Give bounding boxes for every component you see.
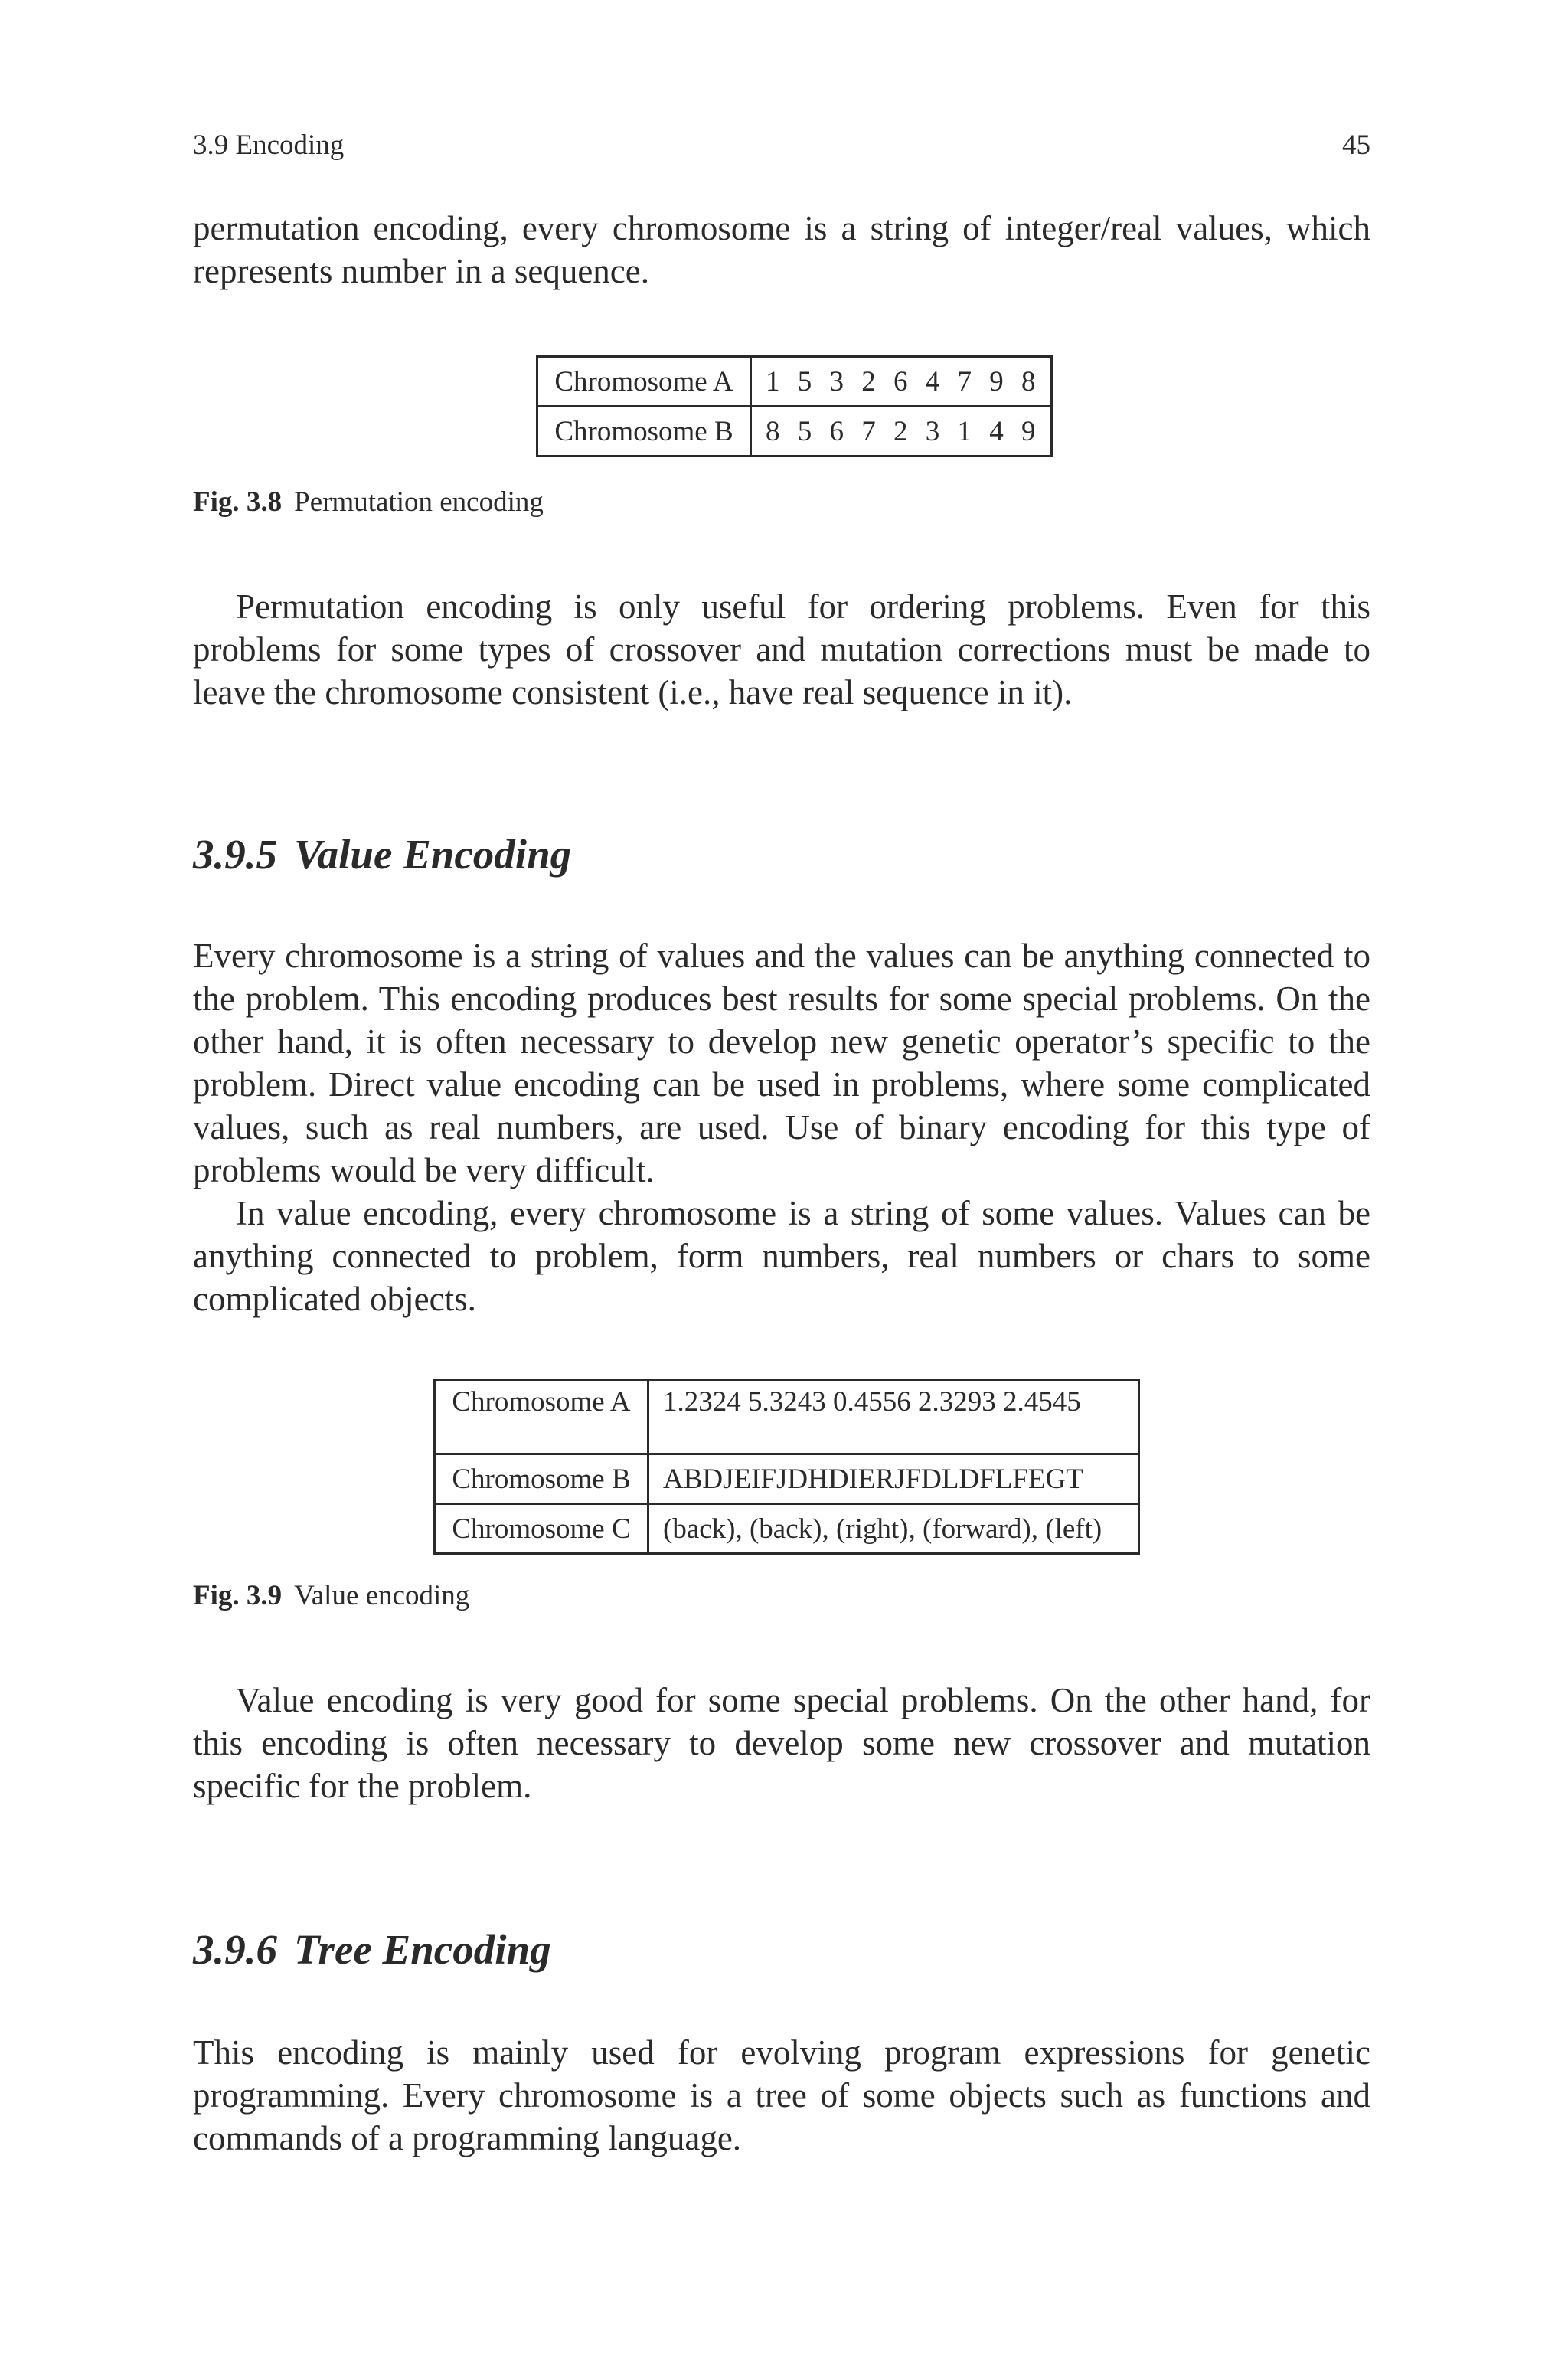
running-head-section: 3.9 Encoding (193, 129, 345, 161)
table-row (435, 1454, 1139, 1504)
section-number: 3.9.6 (193, 1926, 277, 1973)
table-row (435, 1504, 1139, 1554)
table-cell-values: ABDJEIFJDHDIERJFDLDFLFEGT (648, 1454, 1139, 1504)
section-heading-3-9-5 (193, 830, 571, 879)
table-cell-values: (back), (back), (right), (forward), (left) (648, 1504, 1139, 1554)
figure-label: Fig. 3.9 (193, 1580, 283, 1611)
table-cell-label: Chromosome C (435, 1504, 648, 1554)
paragraph-intro: permutation encoding, every chromosome is a string of integer/real values, which represents number in a sequence. (193, 209, 1370, 290)
table-cell-label: Chromosome A (435, 1380, 648, 1454)
figure-3-8-table (536, 355, 1053, 457)
figure-3-9-table (433, 1379, 1140, 1555)
section-title: Tree Encoding (294, 1926, 551, 1973)
paragraph-permutation: Permutation encoding is only useful for ordering problems. Even for this problems for some types of crossover and mutation corrections must be made to leave the chromosome consistent (i.e., have real sequence in it). (193, 587, 1370, 711)
table-row (435, 1380, 1139, 1454)
table-cell-label: Chromosome B (537, 407, 751, 456)
figure-caption-text: Value encoding (294, 1580, 470, 1611)
table-cell-values: 1 5 3 2 6 4 7 9 8 (751, 357, 1052, 407)
paragraph-tree: This encoding is mainly used for evolving program expressions for genetic programming. Every chromosome is a tree of some objects such as functions and commands of a programming language. (193, 2033, 1370, 2157)
table-row (537, 357, 1052, 407)
table-cell-label: Chromosome A (537, 357, 751, 407)
figure-label: Fig. 3.8 (193, 486, 283, 518)
paragraph-value-2: In value encoding, every chromosome is a string of some values. Values can be anything connected to problem, form numbers, real numbers or chars to some complicated objects. (193, 1194, 1370, 1318)
section-title: Value Encoding (294, 831, 572, 878)
figure-3-8-caption (193, 486, 544, 519)
figure-caption-text: Permutation encoding (294, 486, 544, 518)
paragraph-value-1: Every chromosome is a string of values and the values can be anything connected to the problem. This encoding produces best results for some special problems. On the other hand, it is often necessary to develop new genetic operator’s specific to the problem. Direct value encoding can be used in problems, where some complicated values, such as real numbers, are used. Use of binary encoding for this type of problems would be very difficult. (193, 937, 1370, 1189)
table-cell-label: Chromosome B (435, 1454, 648, 1504)
table-row (537, 407, 1052, 456)
paragraph-value-3: Value encoding is very good for some special problems. On the other hand, for this encoding is often necessary to develop some new crossover and mutation specific for the problem. (193, 1681, 1370, 1805)
table-cell-values: 8 5 6 7 2 3 1 4 9 (751, 407, 1052, 456)
section-heading-3-9-6 (193, 1925, 551, 1974)
page-number: 45 (1342, 129, 1370, 161)
section-number: 3.9.5 (193, 831, 277, 878)
table-cell-values: 1.2324 5.3243 0.4556 2.3293 2.4545 (648, 1380, 1139, 1454)
figure-3-9-caption (193, 1579, 469, 1613)
